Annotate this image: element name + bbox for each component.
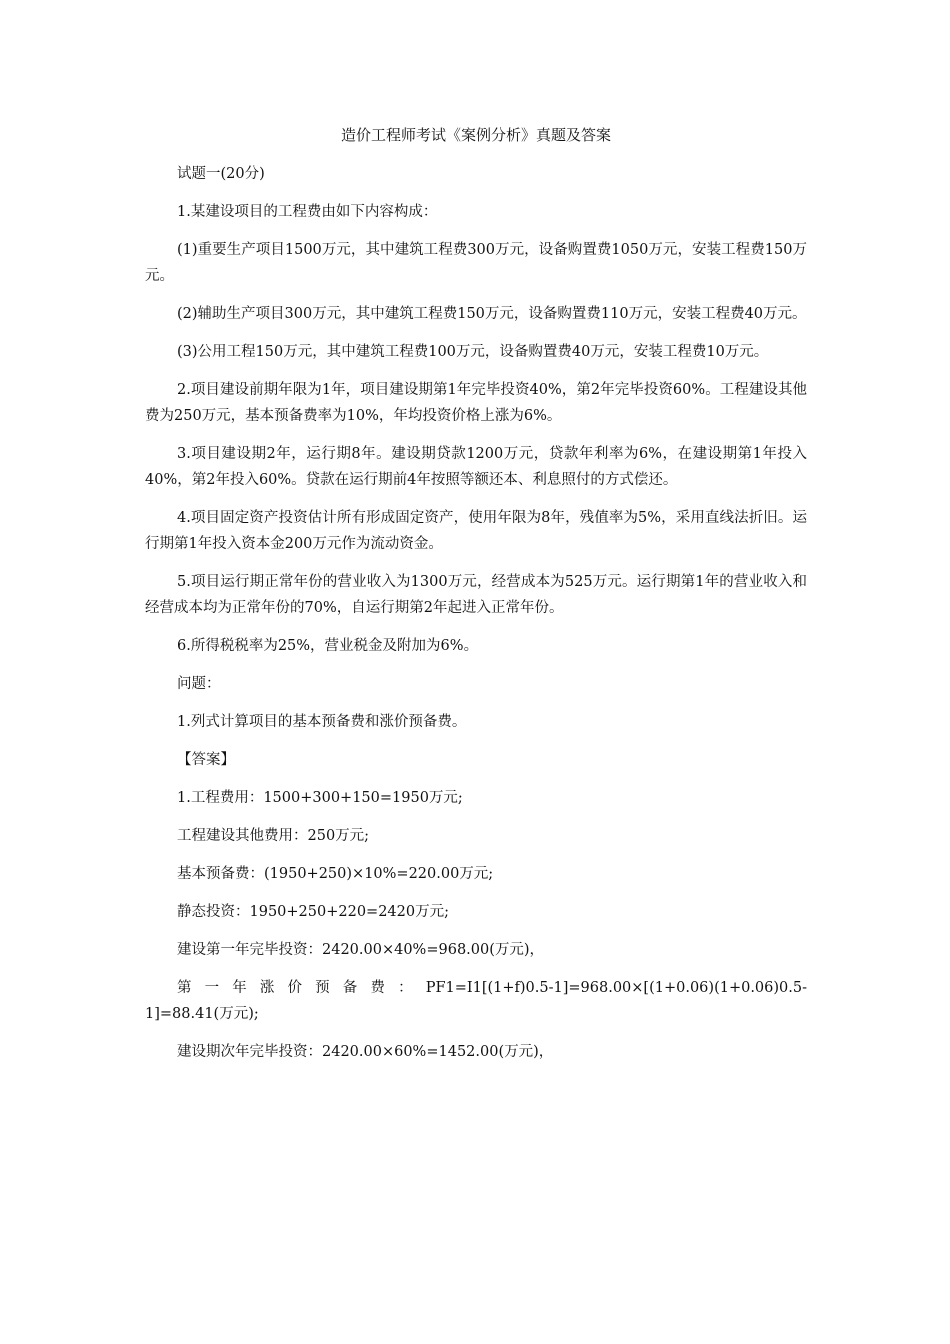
paragraph-item-1-3: (3)公用工程150万元，其中建筑工程费100万元，设备购置费40万元，安装工程费10万元。 (177, 344, 769, 360)
answer-line-4: 静态投资：1950+250+220=2420万元; (177, 904, 449, 920)
paragraph-item-2: 2.项目建设前期年限为1年，项目建设期第1年完毕投资40%，第2年完毕投资60%。工程建设其他费为250万元，基本预备费率为10%，年均投资价格上涨为6%。 (145, 382, 807, 424)
answer-line-3: 基本预备费：(1950+250)×10%=220.00万元; (177, 866, 494, 882)
answer-line-1: 1.工程费用：1500+300+150=1950万元; (177, 790, 463, 806)
paragraph-item-6: 6.所得税税率为25%，营业税金及附加为6%。 (177, 638, 479, 654)
document-content (145, 122, 807, 1077)
answer-label: 【答案】 (177, 752, 235, 768)
paragraph-item-4: 4.项目固定资产投资估计所有形成固定资产，使用年限为8年，残值率为5%，采用直线法折旧。运行期第1年投入资本金200万元作为流动资金。 (145, 510, 807, 552)
paragraph-item-5: 5.项目运行期正常年份的营业收入为1300万元，经营成本为525万元。运行期第1年的营业收入和经营成本均为正常年份的70%，自运行期第2年起进入正常年份。 (145, 574, 807, 616)
answer-line-2: 工程建设其他费用：250万元; (177, 828, 370, 844)
paragraph-item-1-1: (1)重要生产项目1500万元，其中建筑工程费300万元，设备购置费1050万元，安装工程费150万元。 (145, 242, 807, 284)
paragraph-item-1-2: (2)辅助生产项目300万元，其中建筑工程费150万元，设备购置费110万元，安装工程费40万元。 (177, 306, 807, 322)
answer-line-5: 建设第一年完毕投资：2420.00×40%=968.00(万元)， (177, 942, 545, 958)
document-title: 造价工程师考试《案例分析》真题及答案 (340, 126, 611, 144)
paragraph-item-3: 3.项目建设期2年，运行期8年。建设期贷款1200万元，贷款年利率为6%，在建设期第1年投入40%，第2年投入60%。贷款在运行期前4年按照等额还本、利息照付的方式偿还。 (145, 446, 807, 488)
question-1: 1.列式计算项目的基本预备费和涨价预备费。 (177, 714, 467, 730)
answer-line-7: 建设期次年完毕投资：2420.00×60%=1452.00(万元)， (177, 1044, 554, 1060)
question-heading: 试题一(20分) (177, 166, 265, 182)
answer-line-6: 第 一 年 涨 价 预 备 费 ： PF1=I1[(1+f)0.5-1]=968.00×[(1+0.06)(1+0.06)0.5-1]=88.41(万元); (145, 980, 807, 1022)
paragraph-item-1: 1.某建设项目的工程费由如下内容构成： (177, 204, 438, 220)
questions-label: 问题： (177, 676, 221, 692)
